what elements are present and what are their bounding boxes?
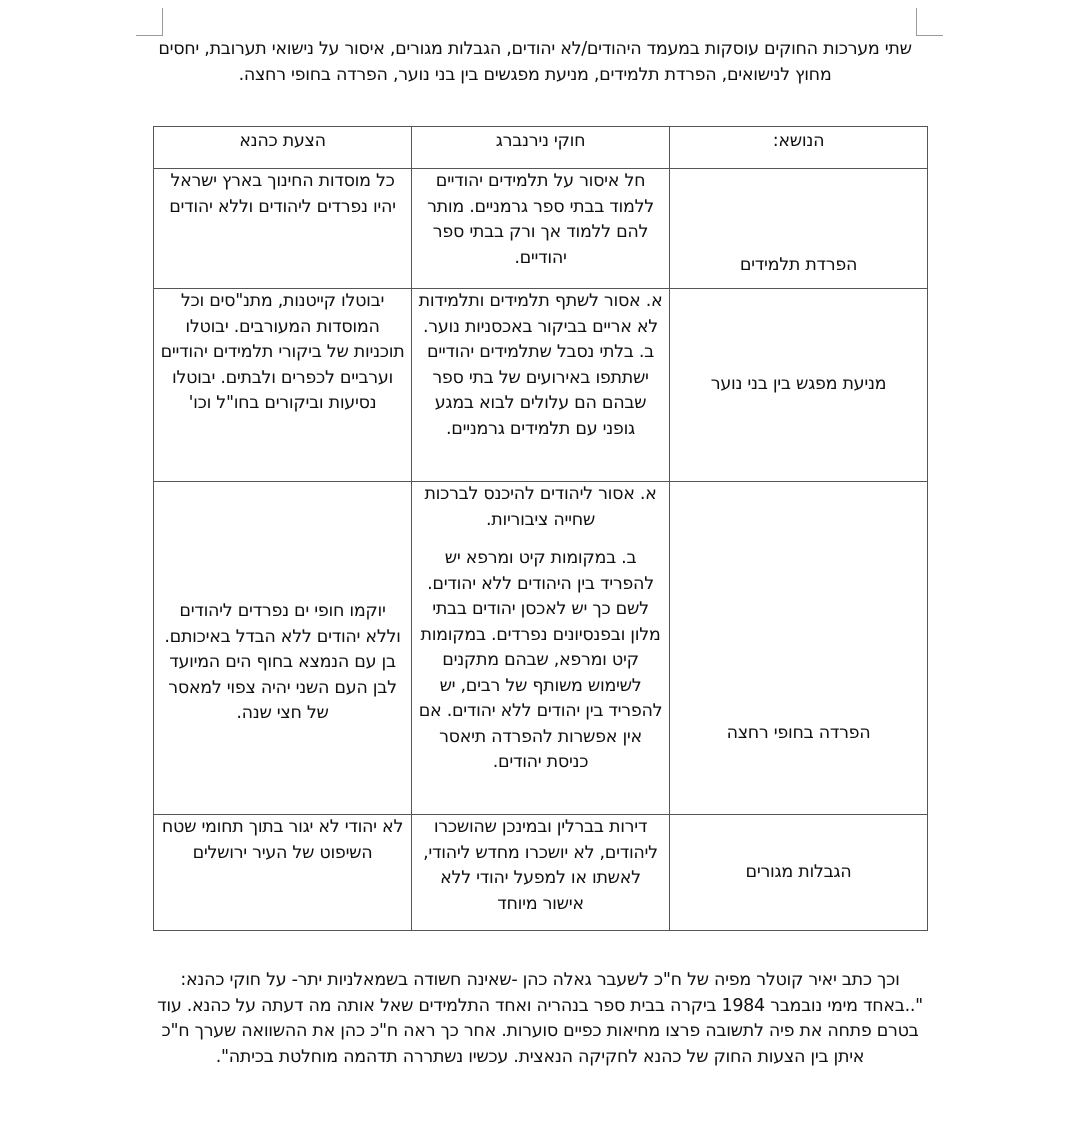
table-row <box>154 169 928 289</box>
row-kahane: לא יהודי לא יגור בתוך תחומי שטח השיפוט של העיר ירושלים <box>154 815 412 931</box>
row-topic-text: מניעת מפגש בין בני נוער <box>710 374 887 395</box>
row-nuremberg <box>412 815 670 931</box>
table-header-row <box>154 127 928 169</box>
row-kahane <box>154 482 412 815</box>
crop-mark-left-vertical <box>162 8 163 35</box>
crop-mark-right-vertical <box>916 8 917 35</box>
crop-mark-right-horizontal <box>916 35 943 36</box>
row-nuremberg <box>412 169 670 289</box>
comparison-table <box>153 126 928 931</box>
intro-paragraph: שתי מערכות החוקים עוסקות במעמד היהודים/לא יהודים, הגבלות מגורים, איסור על נישואי תערובת, יחסים מחוץ לנישואים, הפרדת תלמידים, מניעת מפגשים בין בני נוער, הפרדה בחופי רחצה. <box>158 39 912 85</box>
row-topic-text: הגבלות מגורים <box>745 861 852 882</box>
nuremberg-text-a: א. אסור ליהודים להיכנס לברכות שחייה ציבוריות. <box>424 484 657 530</box>
row-topic <box>670 815 928 931</box>
row-kahane: יבוטלו קייטנות, מתנ"סים וכל המוסדות המעורבים. יבוטלו תוכניות של ביקורי תלמידים יהודיים וערביים לכפרים ולבתים. יבוטלו נסיעות וביקורים בחו"ל וכו' <box>154 289 412 482</box>
row-nuremberg <box>412 289 670 482</box>
header-kahane: הצעת כהנא <box>154 127 412 169</box>
table-row <box>154 482 928 815</box>
table-row <box>154 289 928 482</box>
table-row <box>154 815 928 931</box>
nuremberg-text: דירות בברלין ובמינכן שהושכרו ליהודים, לא יושכרו מחדש ליהודי, לאשתו או למפעל יהודי ללא אישור מיוחד <box>423 817 658 914</box>
closing-paragraph: וכך כתב יאיר קוטלר מפיה של ח"כ לשעבר גאלה כהן -שאינה חשודה בשמאלניות יתר- על חוקי כהנא: "..באחד מימי נובמבר 1984 ביקרה בבית ספר בנהריה ואחד התלמידים שאל אותה מה דעתה על כהנא. עוד בטרם פתחה את פיה לתשובה פרצו מחיאות כפיים סוערות. אחר כך ראה ח"כ כהן את ההשוואה שערך ח"כ איתן בין הצעות החוק של כהנא לחקיקה הנאצית. עכשיו נשתררה תדהמה מוחלטת בכיתה". <box>157 970 923 1067</box>
row-topic: הפרדת תלמידים <box>670 169 928 289</box>
header-topic: הנושא: <box>670 127 928 169</box>
kahane-text: יוקמו חופי ים נפרדים ליהודים וללא יהודים ללא הבדל באיכותם. בן עם הנמצא בחוף הים המיועד לבן העם השני יהיה צפוי למאסר של חצי שנה. <box>164 601 401 723</box>
row-nuremberg <box>412 482 670 815</box>
row-topic <box>670 482 928 815</box>
row-kahane: כל מוסדות החינוך בארץ ישראל יהיו נפרדים ליהודים וללא יהודים <box>154 169 412 289</box>
nuremberg-text: חל איסור על תלמידים יהודיים ללמוד בבתי ספר גרמניים. מותר להם ללמוד אך ורק בבתי ספר יהודיים. <box>427 171 654 268</box>
row-topic-text: הפרדה בחופי רחצה <box>726 722 871 743</box>
nuremberg-text-b: ב. במקומות קיט ומרפא יש להפריד בין היהודים ללא יהודים. לשם כך יש לאכסן יהודים בבתי מלון ובפנסיונים נפרדים. במקומות קיט ומרפא, שבהם מתקנים לשימוש משותף של רבים, יש להפריד בין יהודים ללא יהודים. אם אין אפשרות להפרדה תיאסר כניסת יהודים. <box>418 548 663 772</box>
row-topic <box>670 289 928 482</box>
header-nuremberg: חוקי נירנברג <box>412 127 670 169</box>
nuremberg-text: א. אסור לשתף תלמידים ותלמידות לא אריים בביקור באכסניות נוער. ב. בלתי נסבל שתלמידים יהודיים ישתתפו באירועים של בתי ספר שבהם הם עלולים לבוא במגע גופני עם תלמידים גרמניים. <box>418 291 663 439</box>
